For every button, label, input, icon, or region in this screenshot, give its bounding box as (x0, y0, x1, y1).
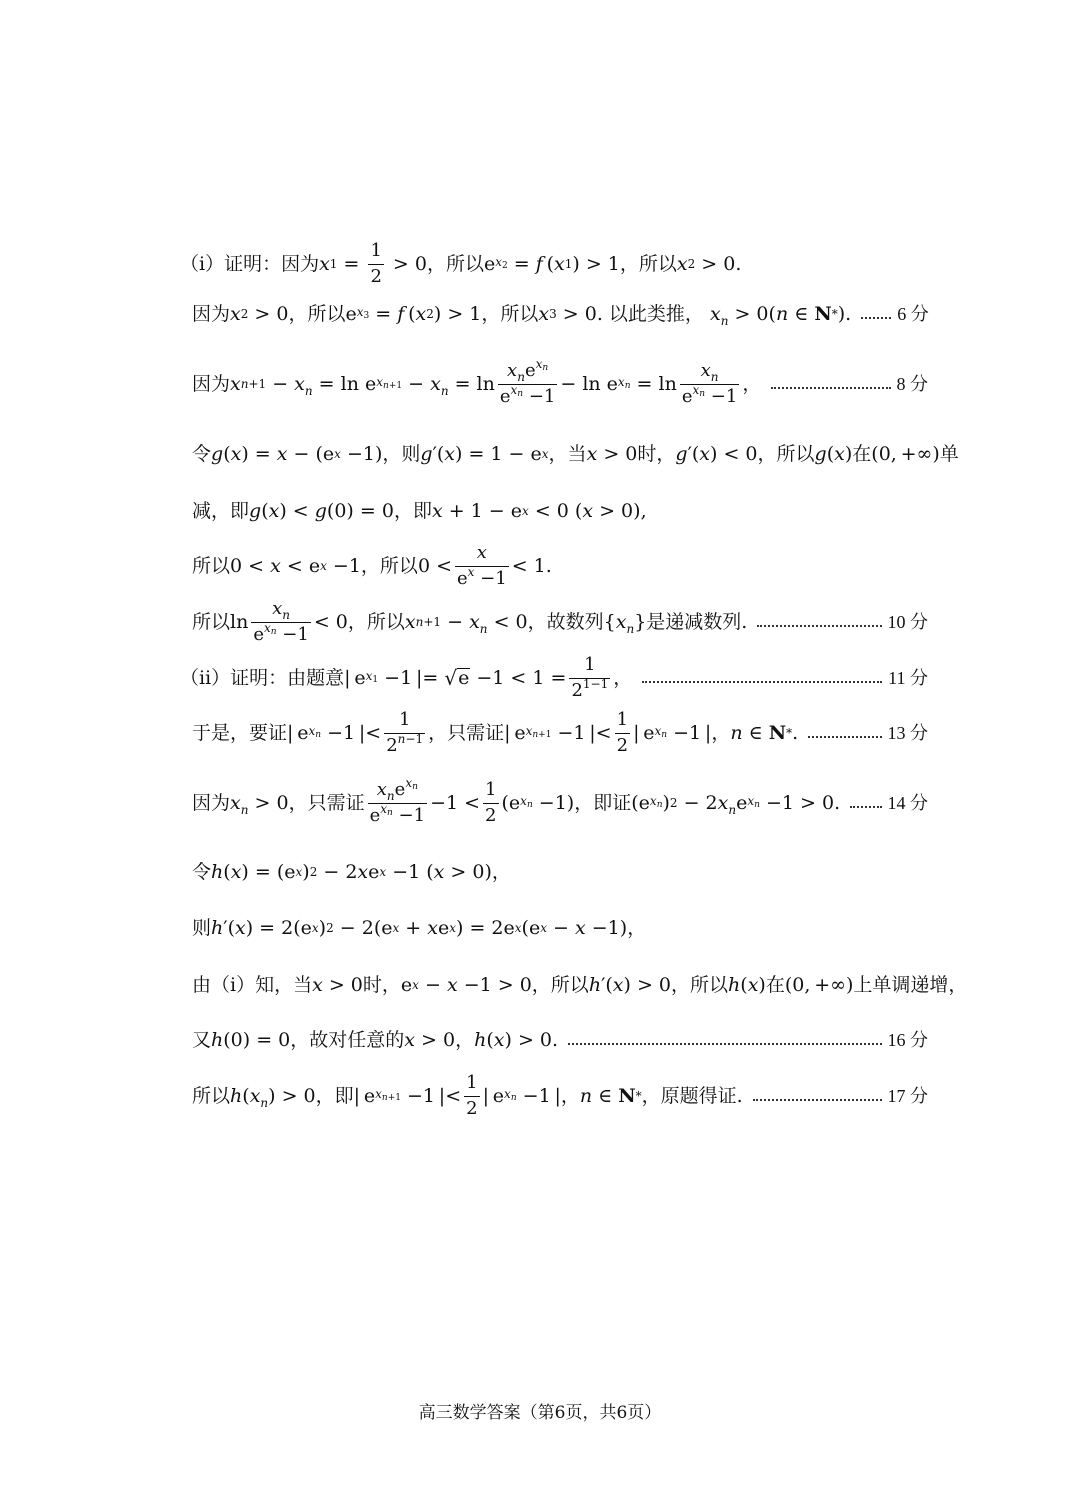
line-h-derivative: 则 h ′( x ) = 2(e x ) 2 − 2(e x + x e x ) = 2e x (e x − x −1) ， (192, 916, 647, 939)
part-i-label: （ⅰ）证明：因为 (180, 252, 320, 275)
fraction-one-half: $\frac{1}{2}$ (370, 239, 382, 287)
formula-xn-positive: $x_n$ > 0( n ∈ N * ) (709, 302, 846, 328)
score-14: 14 分 (887, 793, 928, 813)
score-8: 8 分 (896, 374, 928, 394)
formula-g-definition: g ( x ) = x − (e x −1) (211, 442, 383, 465)
line-induction: 因为 x 2 > 0 ，所以 e $x_3$ = f ( x 2 ) > 1 ，所以 x 3 > 0 . 以此类推， $x_n$ > 0( n ∈ N * ) . 6 分 (192, 302, 929, 328)
line-h-positive: 又 h (0) = 0 ，故对任意的 x > 0 ， h ( x ) > 0 . 16 分 (192, 1028, 928, 1051)
line-part-i-intro: （ⅰ）证明：因为 x 1 = $\frac{1}{2}$ > 0 ，所以 e $x_2$ = f ( x 1 ) > 1 ，所以 x 2 > 0 . (180, 239, 742, 287)
formula-h-derivative: h ′( x ) = 2(e x ) 2 − 2(e x + x e x ) = 2e x (e x − x −1) (211, 916, 628, 939)
part-ii-label: （ⅱ）证明：由题意 (180, 666, 345, 689)
line-difference: 因为 x n+1 − $x_n$ = ln e $x_{n+1}$ − $x_n$ = ln $\frac{x_ne^{x_n}}{e^{x_n} -1}$ − ln e $x_n$ = ln $\frac{x_n}{e^{x_n} -1}$ ， 8 分 (192, 356, 928, 407)
line-g-decreasing: 减，即 g ( x ) < g (0) = 0 ，即 x + 1 − e x < 0 ( x > 0) , (192, 499, 647, 522)
score-6: 6 分 (897, 304, 929, 324)
formula-x1: x 1 = $\frac{1}{2}$ > 0 (319, 239, 427, 287)
formula-difference: x n+1 − $x_n$ = ln e $x_{n+1}$ − $x_n$ = ln $\frac{x_ne^{x_n}}{e^{x_n} -1}$ − ln e $x_n$ = ln $\frac{x_n}{e^{x_n} -1}$ (230, 356, 738, 407)
page-footer: 高三数学答案（第6页，共6页） (418, 1403, 662, 1423)
formula-g-derivative: g ′( x ) = 1 − e x (420, 442, 549, 465)
line-part-ii-intro: （ⅱ）证明：由题意 | e $x_1$ −1 |= √ e −1 < 1 = $\frac{1}{2^{1-1}}$ ， 11 分 (180, 653, 928, 701)
formula-h-definition: h ( x ) = (e x ) 2 − 2 x e x −1 ( x > 0) (211, 860, 492, 883)
line-bound: 所以 0 < x < e x −1 ，所以 0 < $\frac{x}{e^x -1}$ < 1 . (192, 541, 552, 589)
line-reduce: 因为 $x_n$ > 0 ，只需证 $\frac{x_ne^{x_n}}{e^{x_n} -1}$ −1 < $\frac{1}{2}$ (e $x_n$ −1) ，即证 (e $x_n$ ) 2 − 2 $x_n$ e $x_n$ −1 > 0 . 14 分 (192, 775, 928, 826)
line-define-h: 令 h ( x ) = (e x ) 2 − 2 x e x −1 ( x > 0) ， (192, 860, 511, 883)
formula-x2-positive: x 2 > 0 (676, 252, 736, 275)
score-13: 13 分 (887, 723, 928, 743)
score-17: 17 分 (887, 1086, 928, 1106)
score-11: 11 分 (888, 668, 928, 688)
line-conclusion: 所以 h ( $x_n$ ) > 0 ，即 | e $x_{n+1}$ −1 |< $\frac{1}{2}$ | e $x_n$ −1 | ， n ∈ N * ，原题得证. 17 分 (192, 1071, 928, 1119)
line-to-prove: 于是，要证 | e $x_n$ −1 |< $\frac{1}{2^{n-1}}$ ，只需证 | e $x_{n+1}$ −1 |< $\frac{1}{2}$ | e $x_n$ −1 | ， n ∈ N * . 13 分 (192, 708, 928, 756)
formula-ex2: e $x_2$ = f ( x 1 ) > 1 (484, 252, 620, 275)
score-leader (861, 317, 891, 319)
formula-ex3: e $x_3$ = f ( x 2 ) > 1 (345, 302, 482, 325)
line-define-g: 令 g ( x ) = x − (e x −1) ，则 g ′( x ) = 1 − e x ，当 x > 0 时， g ′( x ) < 0 ，所以 g ( x ) 在 (0, +∞) 单 (192, 442, 959, 465)
line-decreasing-sequence: 所以 ln $\frac{x_n}{e^{x_n} -1}$ < 0 ，所以 x n+1 − $x_n$ < 0 ，故数列 { $x_n$ } 是递减数列. 10 分 (192, 597, 928, 645)
line-h-increasing: 由（ⅰ）知，当 x > 0 时， e x − x −1 > 0 ，所以 h ′( x ) > 0 ，所以 h ( x ) 在 (0, +∞) 上单调递增， (192, 973, 968, 996)
score-16: 16 分 (887, 1030, 928, 1050)
score-10: 10 分 (887, 612, 928, 632)
